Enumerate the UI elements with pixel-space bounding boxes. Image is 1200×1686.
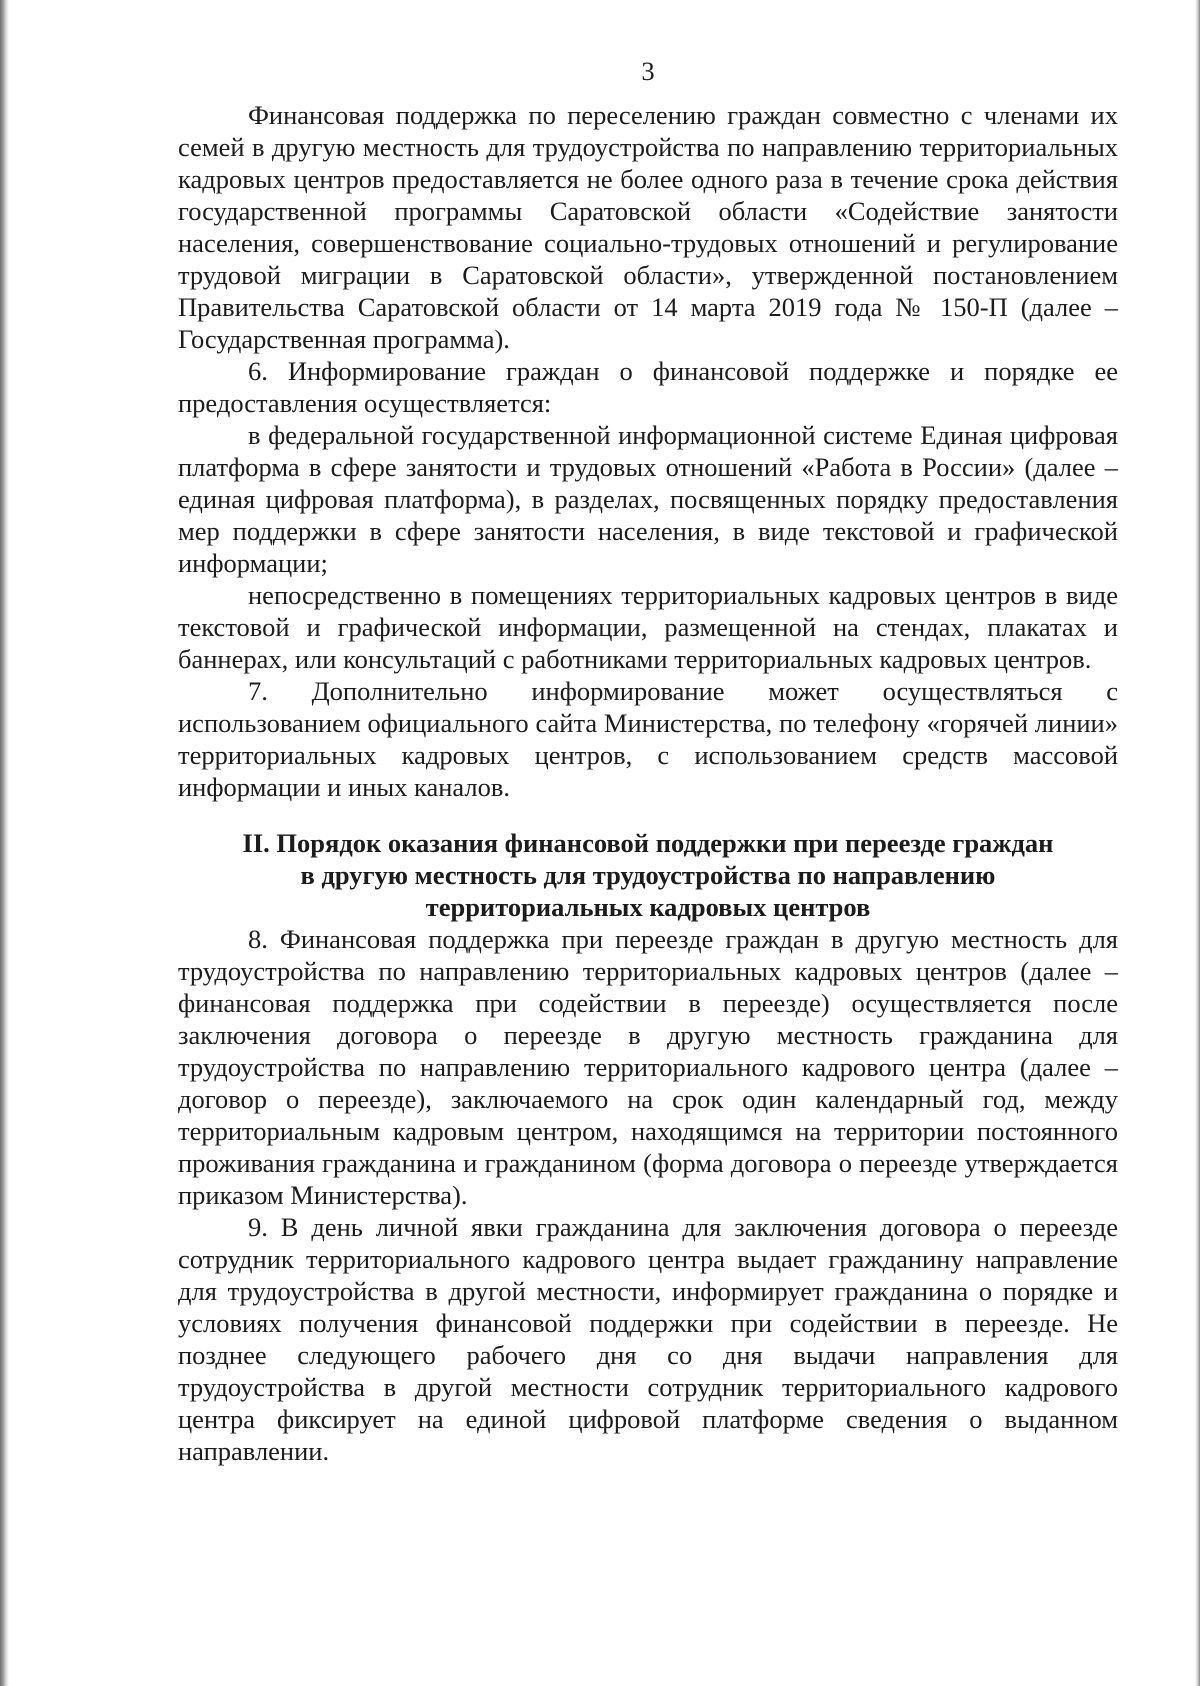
paragraph-6-informing: 6. Информирование граждан о финансовой поддержке и порядке ее предоставления осуществляется: bbox=[178, 356, 1118, 418]
section-heading-line: в другую местность для трудоустройства по направлению bbox=[300, 860, 996, 890]
section-heading-line: территориальных кадровых центров bbox=[425, 892, 871, 922]
section-heading-line: II. Порядок оказания финансовой поддержки при переезде граждан bbox=[242, 828, 1054, 858]
paragraph-8-support-after-contract: 8. Финансовая поддержка при переезде граждан в другую местность для трудоустройства по направлению территориальных кадровых центров (далее – финансовая поддержка при содействии в переезде) осуществляется после заключения договора о переезде в другую местность гражданина для трудоустройства по направлению территориального кадрового центра (далее – договор о переезде), заключаемого на срок один календарный год, между территориальным кадровым центром, находящимся на территории постоянного проживания гражданина и гражданином (форма договора о переезде утверждается приказом Министерства). bbox=[178, 924, 1118, 1210]
page-number: 3 bbox=[641, 56, 655, 86]
scan-edge-left bbox=[0, 0, 9, 1686]
paragraph-7-additional-informing: 7. Дополнительно информирование может осуществляться с использованием официального сайта Министерства, по телефону «горячей линии» территориальных кадровых центров, с использованием средств массовой информации и иных каналов. bbox=[178, 676, 1118, 802]
paragraph-9-personal-visit: 9. В день личной явки гражданина для заключения договора о переезде сотрудник территориального кадрового центра выдает гражданину направление для трудоустройства в другой местности, информирует гражданина о порядке и условиях получения финансовой поддержки при содействии в переезде. Не позднее следующего рабочего дня со дня выдачи направления для трудоустройства в другой местности сотрудник территориального кадрового центра фиксирует на единой цифровой платформе сведения о выданном направлении. bbox=[178, 1212, 1118, 1466]
section-heading-ii bbox=[178, 827, 1118, 923]
paragraph-program-term: Финансовая поддержка по переселению граждан совместно с членами их семей в другую местность для трудоустройства по направлению территориальных кадровых центров предоставляется не более одного раза в течение срока действия государственной программы Саратовской области «Содействие занятости населения, совершенствование социально-трудовых отношений и регулирование трудовой миграции в Саратовской области», утвержденной постановлением Правительства Саратовской области от 14 марта 2019 года № 150-П (далее – Государственная программа). bbox=[178, 100, 1118, 354]
paragraph-premises: непосредственно в помещениях территориальных кадровых центров в виде текстовой и графической информации, размещенной на стендах, плакатах и баннерах, или консультаций с работниками территориальных кадровых центров. bbox=[178, 580, 1118, 674]
scan-edge-right bbox=[1195, 0, 1200, 1686]
document-page bbox=[178, 55, 1118, 1467]
paragraph-digital-platform: в федеральной государственной информационной системе Единая цифровая платформа в сфере занятости и трудовых отношений «Работа в России» (далее – единая цифровая платформа), в разделах, посвященных порядку предоставления мер поддержки в сфере занятости населения, в виде текстовой и графической информации; bbox=[178, 420, 1118, 578]
